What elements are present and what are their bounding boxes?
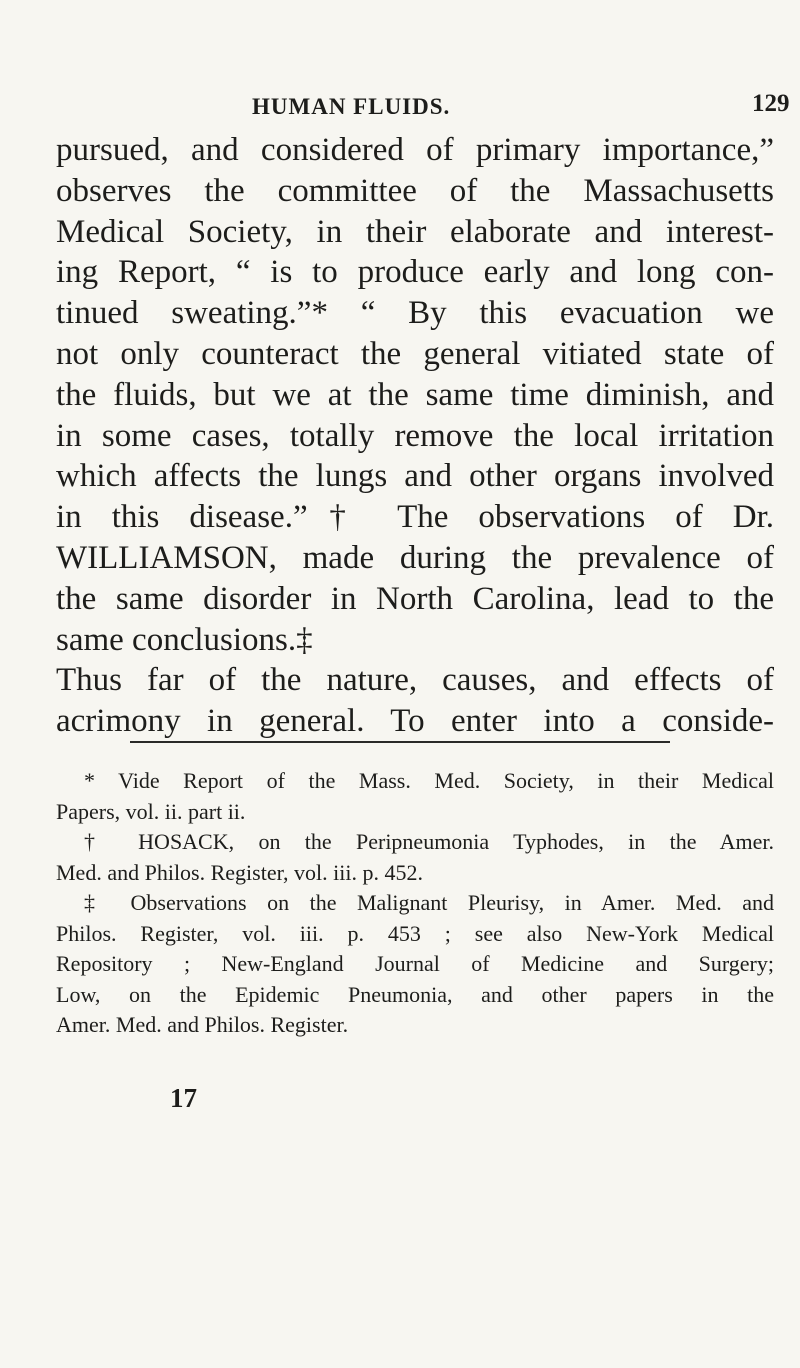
- footnote-line: Amer. Med. and Philos. Register.: [56, 1012, 349, 1037]
- text-line: in this disease.”† The observations of Dr.: [56, 499, 774, 536]
- text-line: in some cases, totally remove the local irritation: [56, 417, 774, 454]
- text-line: same conclusions.‡: [56, 621, 313, 658]
- running-head: HUMAN FLUIDS.: [252, 94, 451, 119]
- text-line: pursued, and considered of primary importance,”: [56, 132, 774, 168]
- page-number: 129: [752, 90, 790, 117]
- text-line: observes the committee of the Massachusetts: [56, 172, 774, 209]
- footnote-line: Philos. Register, vol. iii. p. 453 ; see also New-York Medical: [56, 920, 774, 946]
- text-line: Medical Society, in their elaborate and interest-: [56, 213, 774, 250]
- text-line: WILLIAMSON, made during the prevalence of: [56, 539, 774, 576]
- text-line: which affects the lungs and other organs involved: [56, 458, 774, 495]
- text-line: not only counteract the general vitiated state of: [56, 335, 774, 372]
- footnote-line: ‡ Observations on the Malignant Pleurisy, in Amer. Med. and: [84, 890, 774, 915]
- footnote-line: Papers, vol. ii. part ii.: [56, 798, 246, 824]
- footnotes: [56, 766, 774, 1041]
- main-text: [56, 130, 774, 742]
- footnote-divider: [130, 741, 670, 743]
- footnote-line: † HOSACK, on the Peripneumonia Typhodes, in the Amer.: [84, 829, 774, 854]
- footnote-line: Med. and Philos. Register, vol. iii. p. 452.: [56, 859, 423, 885]
- text-line: the same disorder in North Carolina, lead to the: [56, 580, 774, 617]
- footnote-line: Low, on the Epidemic Pneumonia, and other papers in the: [56, 981, 774, 1007]
- text-line: ing Report, “ is to produce early and long con-: [56, 254, 774, 291]
- text-line: tinued sweating.”* “ By this evacuation we: [56, 295, 774, 332]
- footnote-line: Repository ; New-England Journal of Medicine and Surgery;: [56, 951, 774, 976]
- text-line: the fluids, but we at the same time diminish, and: [56, 376, 774, 413]
- text-line: acrimony in general. To enter into a conside-: [56, 703, 774, 740]
- footnote-line: * Vide Report of the Mass. Med. Society, in their Medical: [84, 768, 774, 793]
- signature-mark: 17: [170, 1083, 197, 1113]
- text-line: Thus far of the nature, causes, and effects of: [56, 662, 774, 699]
